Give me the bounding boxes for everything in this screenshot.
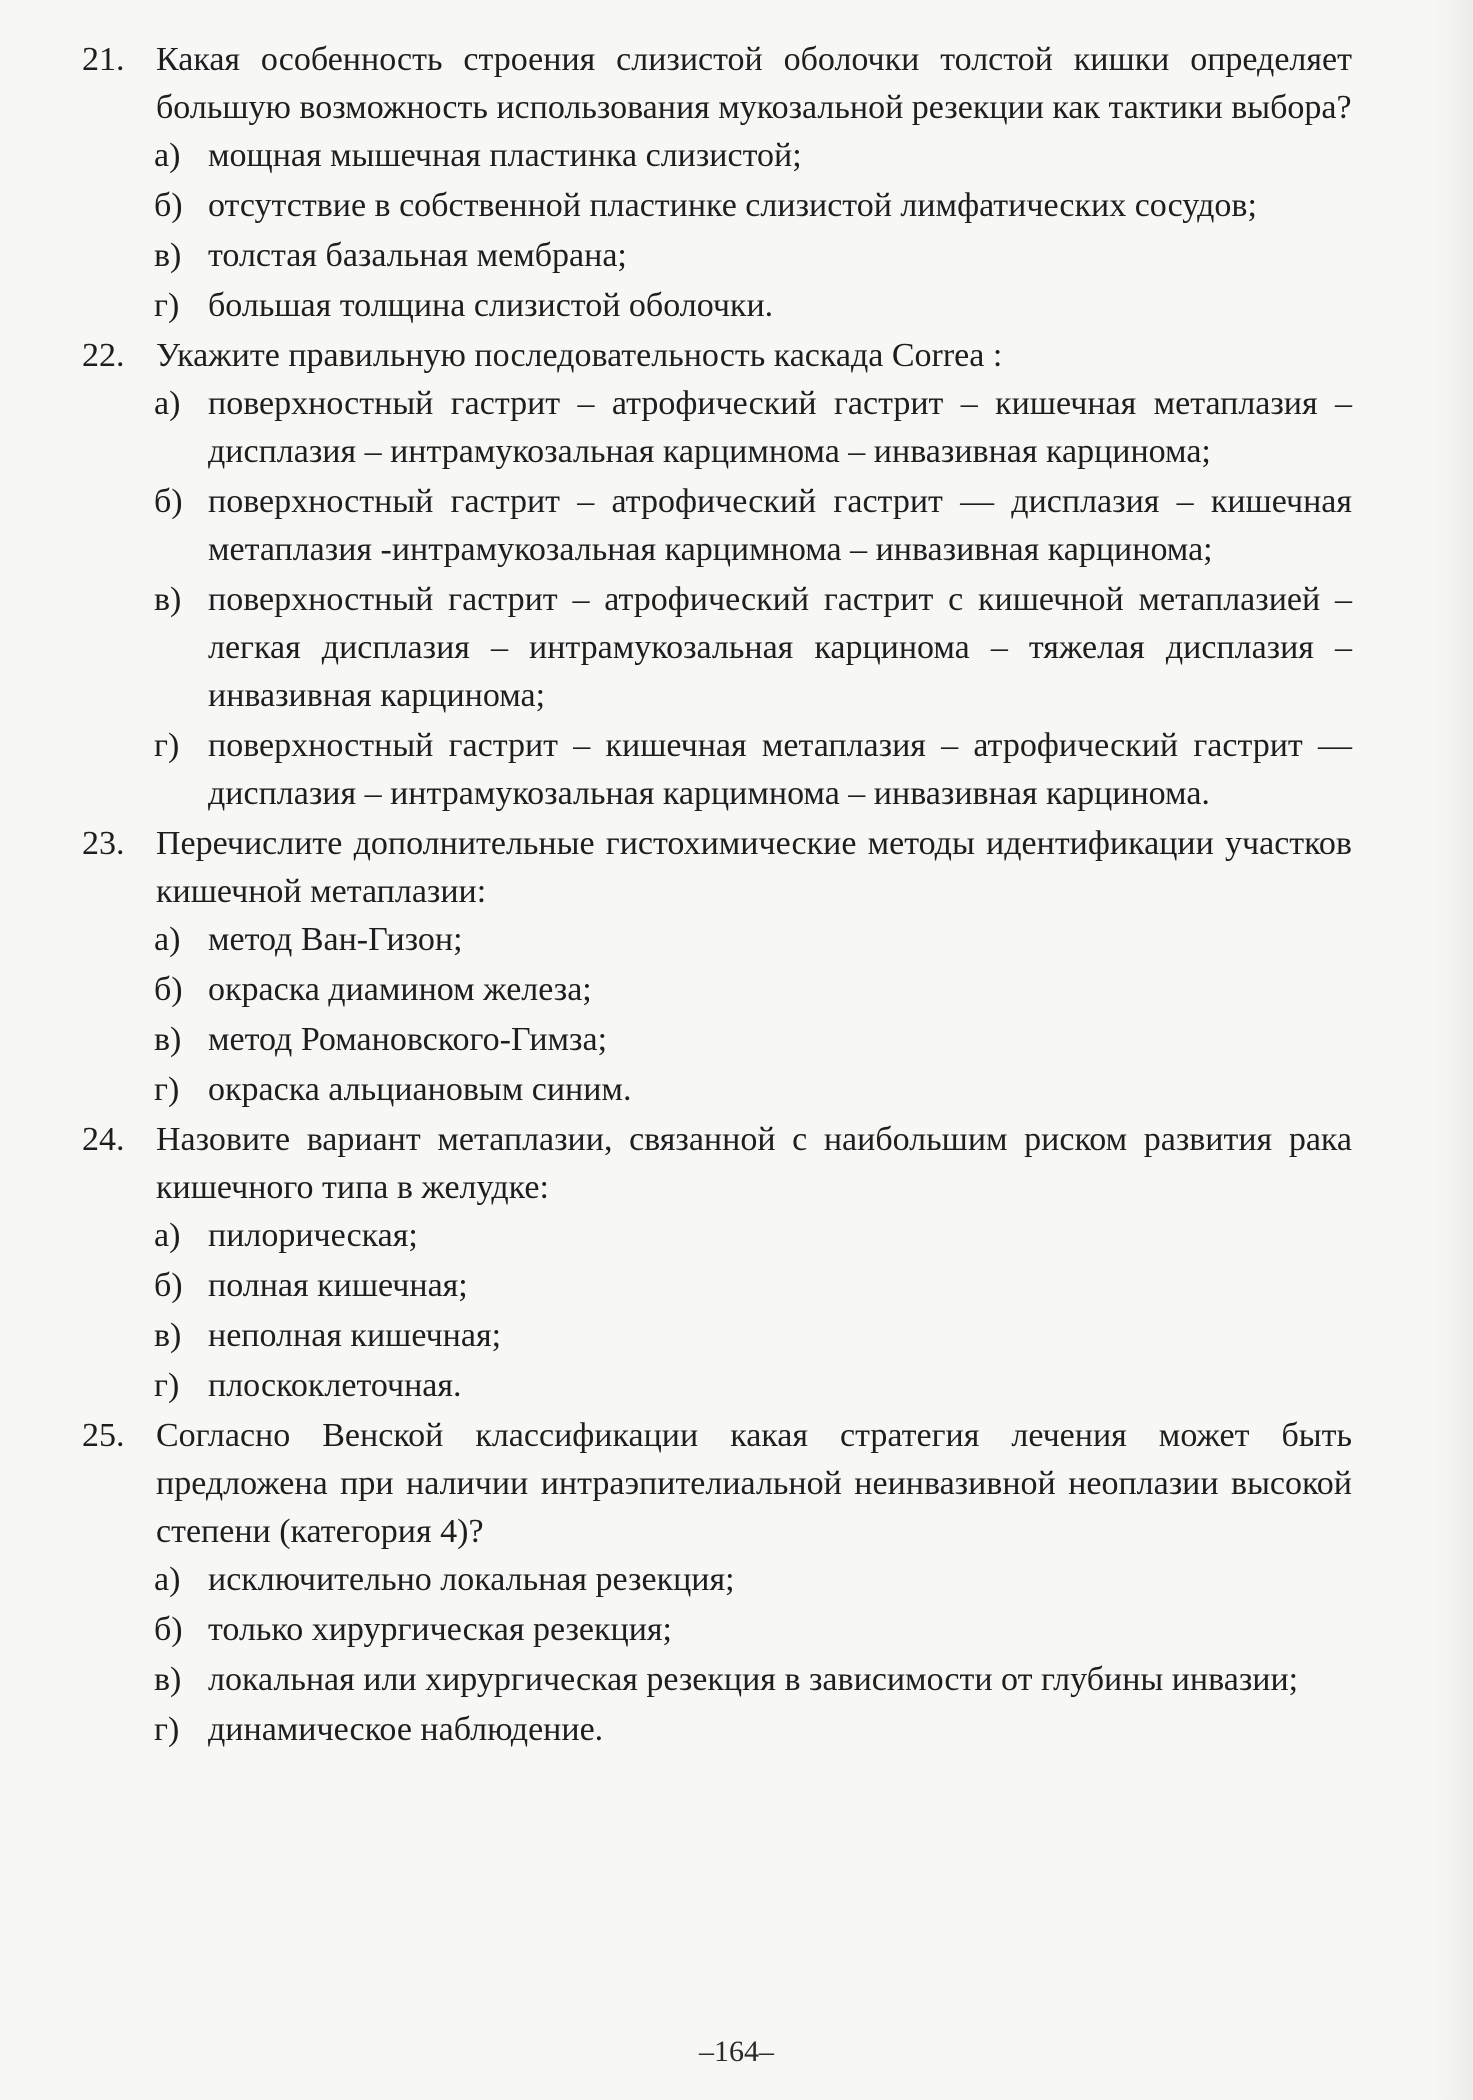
question-header	[82, 1412, 1352, 1556]
option-letter: б)	[154, 483, 183, 520]
option-text: исключительно локальная резекция;	[208, 1561, 735, 1598]
option-letter: г)	[154, 287, 180, 324]
question-24	[82, 1116, 1352, 1410]
answer-option	[82, 182, 1352, 230]
answer-option	[82, 1066, 1352, 1114]
page-number: –164–	[699, 2035, 774, 2068]
question-number: 22.	[82, 337, 125, 374]
option-letter: в)	[154, 581, 182, 618]
option-letter: а)	[154, 385, 181, 422]
option-letter: б)	[154, 187, 183, 224]
answer-options	[82, 1212, 1352, 1410]
question-text: Перечислите дополнительные гистохимические методы идентификации участков кишечной метаплазии:	[156, 825, 1352, 910]
question-header	[82, 1116, 1352, 1212]
answer-option	[82, 1556, 1352, 1604]
answer-option	[82, 576, 1352, 720]
option-text: динамическое наблюдение.	[208, 1711, 604, 1748]
question-22	[82, 332, 1352, 818]
option-text: окраска альциановым синим.	[208, 1071, 632, 1108]
questions-list	[82, 36, 1352, 1756]
answer-option	[82, 966, 1352, 1014]
option-letter: а)	[154, 137, 181, 174]
option-letter: г)	[154, 1367, 180, 1404]
option-letter: г)	[154, 1711, 180, 1748]
option-letter: в)	[154, 1661, 182, 1698]
page-edge-shadow	[1433, 0, 1473, 2100]
question-text: Назовите вариант метаплазии, связанной с наибольшим риском развития рака кишечного типа в желудке:	[156, 1121, 1352, 1206]
answer-options	[82, 132, 1352, 330]
option-text: поверхностный гастрит – кишечная метаплазия – атрофический гастрит — дисплазия – интрамукозальная карцимнома – инвазивная карцинома.	[208, 727, 1352, 812]
option-letter: в)	[154, 237, 182, 274]
option-text: мощная мышечная пластинка слизистой;	[208, 137, 802, 174]
answer-option	[82, 1706, 1352, 1754]
option-text: метод Романовского-Гимза;	[208, 1021, 608, 1058]
question-25	[82, 1412, 1352, 1754]
question-21	[82, 36, 1352, 330]
answer-options	[82, 380, 1352, 818]
question-text: Укажите правильную последовательность каскада Correa :	[156, 337, 1003, 374]
answer-option	[82, 1212, 1352, 1260]
answer-option	[82, 1362, 1352, 1410]
answer-option	[82, 132, 1352, 180]
question-header	[82, 332, 1352, 380]
option-text: плоскоклеточная.	[208, 1367, 462, 1404]
option-letter: г)	[154, 1071, 180, 1108]
option-letter: б)	[154, 1611, 183, 1648]
option-letter: а)	[154, 1561, 181, 1598]
option-letter: в)	[154, 1317, 182, 1354]
answer-option	[82, 1262, 1352, 1310]
option-text: отсутствие в собственной пластинке слизистой лимфатических сосудов;	[208, 187, 1257, 224]
option-letter: а)	[154, 921, 181, 958]
option-text: метод Ван-Гизон;	[208, 921, 463, 958]
answer-option	[82, 282, 1352, 330]
option-text: поверхностный гастрит – атрофический гастрит с кишечной метаплазией – легкая дисплазия – интрамукозальная карцинома – тяжелая дисплазия – инвазивная карцинома;	[208, 581, 1352, 714]
option-letter: в)	[154, 1021, 182, 1058]
option-letter: г)	[154, 727, 180, 764]
answer-options	[82, 916, 1352, 1114]
answer-option	[82, 1016, 1352, 1064]
answer-option	[82, 232, 1352, 280]
answer-option	[82, 722, 1352, 818]
answer-option	[82, 380, 1352, 476]
question-text: Согласно Венской классификации какая стратегия лечения может быть предложена при наличии интраэпителиальной неинвазивной неоплазии высокой степени (категория 4)?	[156, 1417, 1352, 1550]
option-text: поверхностный гастрит – атрофический гастрит – кишечная метаплазия – дисплазия – интрамукозальная карцимнома – инвазивная карцинома;	[208, 385, 1352, 470]
answer-options	[82, 1556, 1352, 1754]
option-text: неполная кишечная;	[208, 1317, 502, 1354]
option-text: полная кишечная;	[208, 1267, 468, 1304]
question-number: 25.	[82, 1417, 125, 1454]
option-letter: б)	[154, 971, 183, 1008]
question-number: 23.	[82, 825, 125, 862]
question-header	[82, 36, 1352, 132]
option-letter: а)	[154, 1217, 181, 1254]
answer-option	[82, 1606, 1352, 1654]
option-text: только хирургическая резекция;	[208, 1611, 672, 1648]
question-23	[82, 820, 1352, 1114]
answer-option	[82, 478, 1352, 574]
option-text: локальная или хирургическая резекция в зависимости от глубины инвазии;	[208, 1661, 1299, 1698]
answer-option	[82, 1656, 1352, 1704]
option-text: большая толщина слизистой оболочки.	[208, 287, 774, 324]
option-text: окраска диамином железа;	[208, 971, 592, 1008]
answer-option	[82, 916, 1352, 964]
option-letter: б)	[154, 1267, 183, 1304]
answer-option	[82, 1312, 1352, 1360]
option-text: пилорическая;	[208, 1217, 418, 1254]
option-text: толстая базальная мембрана;	[208, 237, 627, 274]
question-text: Какая особенность строения слизистой оболочки толстой кишки определяет большую возможность использования мукозальной резекции как тактики выбора?	[156, 41, 1352, 126]
question-header	[82, 820, 1352, 916]
option-text: поверхностный гастрит – атрофический гастрит — дисплазия – кишечная метаплазия -интрамукозальная карцимнома – инвазивная карцинома;	[208, 483, 1352, 568]
question-number: 21.	[82, 41, 125, 78]
question-number: 24.	[82, 1121, 125, 1158]
